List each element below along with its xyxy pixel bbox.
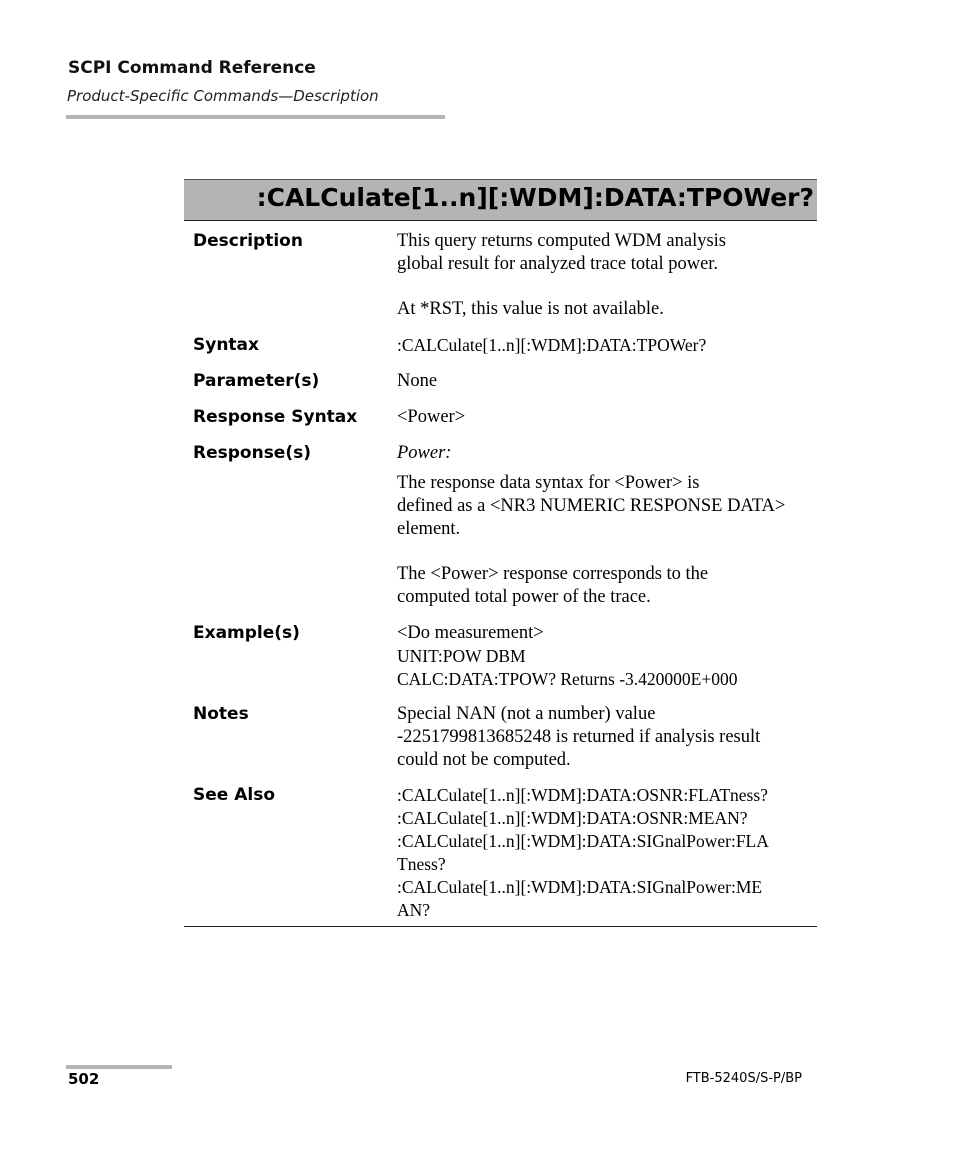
header-divider [66, 115, 445, 119]
value-syntax: :CALCulate[1..n][:WDM]:DATA:TPOWer? [397, 335, 707, 355]
text-line: computed total power of the trace. [397, 587, 651, 607]
value-see-also [397, 784, 817, 922]
text-line: could not be computed. [397, 750, 571, 770]
command-title: :CALCulate[1..n][:WDM]:DATA:TPOWer? [256, 183, 814, 212]
label-examples: Example(s) [193, 623, 300, 643]
value-description [397, 230, 817, 321]
value-parameters: None [397, 371, 438, 391]
text-line: UNIT:POW DBM [397, 646, 526, 666]
text-line: This query returns computed WDM analysis [397, 231, 726, 251]
paragraph-gap [397, 465, 817, 472]
label-description: Description [193, 231, 303, 251]
response-param-name: Power: [397, 443, 452, 463]
value-responses [397, 442, 817, 609]
value-notes [397, 703, 817, 772]
footer-divider [66, 1065, 172, 1069]
label-syntax: Syntax [193, 335, 259, 355]
text-line: At *RST, this value is not available. [397, 299, 664, 319]
text-line: <Do measurement> [397, 623, 544, 643]
label-parameters: Parameter(s) [193, 371, 320, 391]
text-line: Special NAN (not a number) value [397, 704, 656, 724]
text-line: defined as a <NR3 NUMERIC RESPONSE DATA> [397, 496, 786, 516]
see-also-link: AN? [397, 900, 431, 920]
label-see-also: See Also [193, 785, 276, 805]
table-bottom-rule [184, 926, 817, 927]
label-responses: Response(s) [193, 443, 311, 463]
value-response-syntax: <Power> [397, 407, 466, 427]
paragraph-gap [397, 276, 817, 298]
see-also-link: Tness? [397, 854, 446, 874]
text-line: element. [397, 519, 461, 539]
text-line: The response data syntax for <Power> is [397, 473, 700, 493]
header-title: SCPI Command Reference [68, 58, 316, 78]
label-notes: Notes [193, 704, 249, 724]
command-title-bar [184, 179, 817, 221]
paragraph-gap [397, 541, 817, 563]
see-also-link: :CALCulate[1..n][:WDM]:DATA:SIGnalPower:FLA [397, 831, 769, 851]
see-also-link: :CALCulate[1..n][:WDM]:DATA:OSNR:FLATness? [397, 785, 768, 805]
see-also-link: :CALCulate[1..n][:WDM]:DATA:OSNR:MEAN? [397, 808, 748, 828]
text-line: The <Power> response corresponds to the [397, 564, 709, 584]
value-examples [397, 622, 817, 691]
text-line: global result for analyzed trace total power. [397, 254, 719, 274]
text-line: -2251799813685248 is returned if analysis result [397, 727, 761, 747]
label-response-syntax: Response Syntax [193, 407, 358, 427]
page-number: 502 [68, 1070, 100, 1088]
text-line: CALC:DATA:TPOW? Returns -3.420000E+000 [397, 669, 738, 689]
product-name: FTB-5240S/S-P/BP [685, 1071, 802, 1086]
header-subtitle: Product-Specific Commands—Description [67, 87, 379, 105]
see-also-link: :CALCulate[1..n][:WDM]:DATA:SIGnalPower:ME [397, 877, 763, 897]
